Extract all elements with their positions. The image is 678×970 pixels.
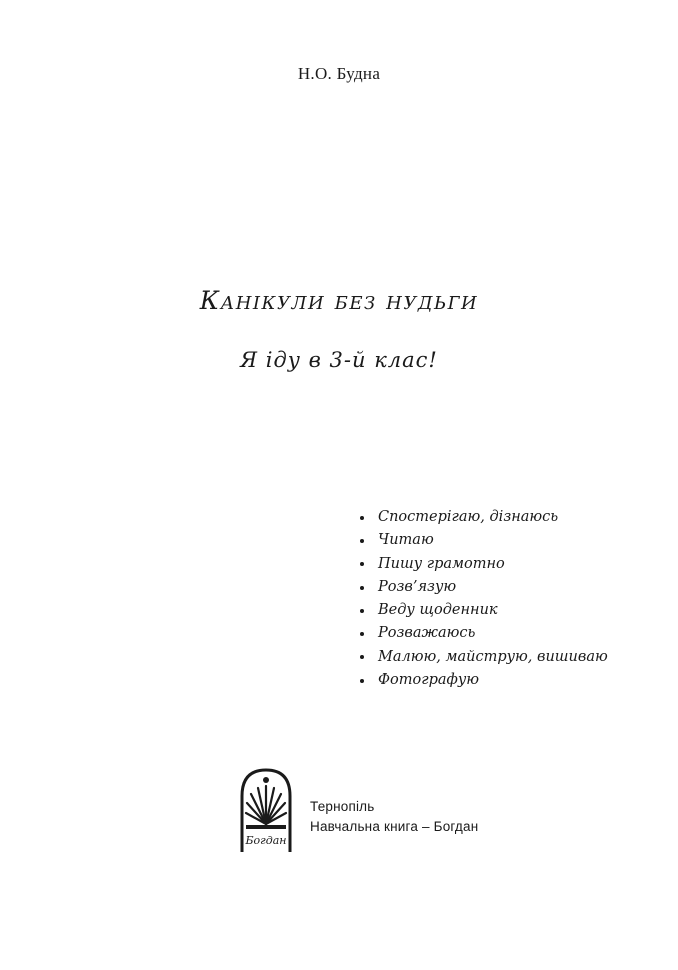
- topic-label: Фотографую: [378, 672, 480, 689]
- topics-list: [358, 506, 608, 692]
- publisher-name: Навчальна книга – Богдан: [310, 819, 479, 834]
- bullet-icon: [360, 562, 364, 566]
- bullet-icon: [360, 539, 364, 543]
- bullet-icon: [360, 655, 364, 659]
- topic-item: [358, 506, 608, 529]
- topic-item: [358, 529, 608, 552]
- author-name: Н.О. Будна: [297, 64, 381, 83]
- book-title: Канікули без нудьги: [199, 286, 479, 315]
- bullet-icon: [360, 609, 364, 613]
- publisher-block: [310, 797, 478, 837]
- topic-item: [358, 599, 608, 622]
- topic-label: Розв’язую: [378, 578, 457, 595]
- bullet-icon: [360, 632, 364, 636]
- topic-label: Розважаюсь: [378, 625, 476, 642]
- bogdan-publisher-logo-icon: [236, 766, 296, 852]
- bullet-icon: [360, 586, 364, 590]
- topic-item: [358, 553, 608, 576]
- topic-item: [358, 576, 608, 599]
- topic-label: Малюю, майструю, вишиваю: [378, 648, 608, 665]
- book-subtitle: Я іду в 3-й клас!: [240, 348, 438, 372]
- topic-label: Читаю: [378, 532, 434, 549]
- logo-signature: Богдан: [245, 834, 287, 847]
- publisher-city: Тернопіль: [310, 799, 375, 814]
- topic-item: [358, 646, 608, 669]
- bullet-icon: [360, 679, 364, 683]
- bullet-icon: [360, 516, 364, 520]
- topic-item: [358, 669, 608, 692]
- topic-label: Спостерігаю, дізнаюсь: [378, 509, 559, 525]
- topic-label: Веду щоденник: [378, 602, 498, 619]
- topic-label: Пишу грамотно: [378, 555, 505, 572]
- topic-item: [358, 622, 608, 645]
